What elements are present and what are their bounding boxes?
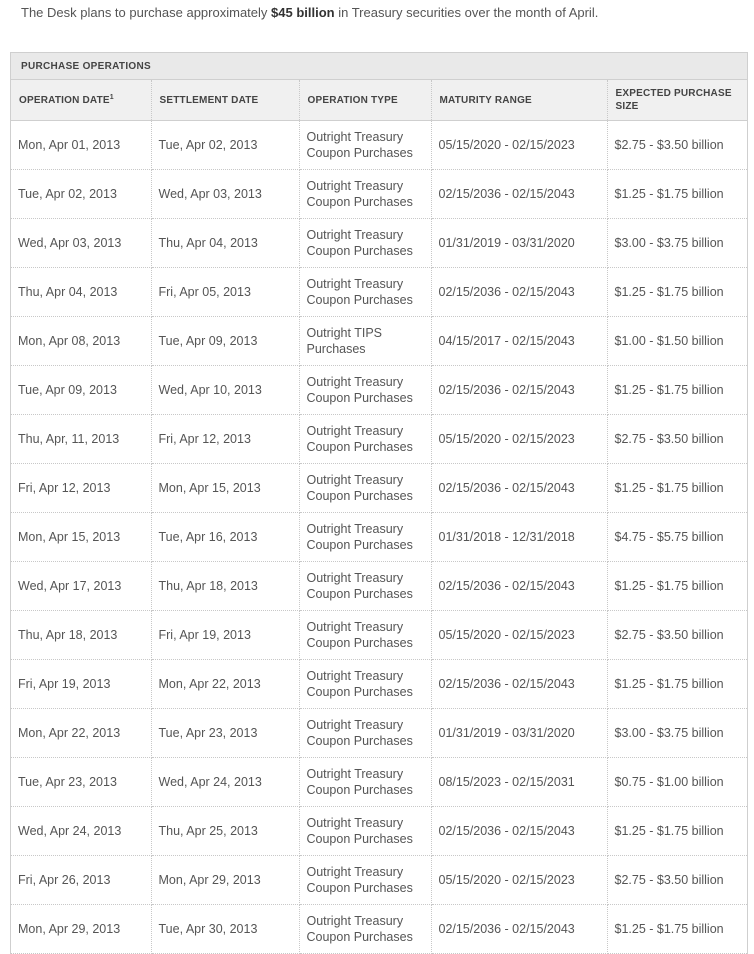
cell-settlement-date: Mon, Apr 22, 2013	[151, 660, 299, 709]
header-expected-purchase-size: EXPECTED PURCHASE SIZE	[607, 80, 747, 121]
table-row	[11, 807, 747, 856]
cell-expected-purchase-size: $4.75 - $5.75 billion	[607, 513, 747, 562]
cell-settlement-date: Tue, Apr 23, 2013	[151, 709, 299, 758]
table-row	[11, 219, 747, 268]
cell-operation-type: Outright Treasury Coupon Purchases	[299, 709, 431, 758]
cell-operation-type: Outright Treasury Coupon Purchases	[299, 513, 431, 562]
cell-settlement-date: Tue, Apr 02, 2013	[151, 121, 299, 170]
cell-expected-purchase-size: $1.25 - $1.75 billion	[607, 268, 747, 317]
cell-operation-type: Outright Treasury Coupon Purchases	[299, 758, 431, 807]
cell-maturity-range: 01/31/2019 - 03/31/2020	[431, 219, 607, 268]
cell-expected-purchase-size: $2.75 - $3.50 billion	[607, 611, 747, 660]
cell-maturity-range: 02/15/2036 - 02/15/2043	[431, 905, 607, 954]
cell-expected-purchase-size: $1.25 - $1.75 billion	[607, 807, 747, 856]
cell-operation-type: Outright Treasury Coupon Purchases	[299, 856, 431, 905]
cell-maturity-range: 02/15/2036 - 02/15/2043	[431, 366, 607, 415]
footnote-marker: 1	[109, 93, 114, 101]
table-row	[11, 905, 747, 954]
table-row	[11, 268, 747, 317]
table-row	[11, 366, 747, 415]
header-settlement-date: SETTLEMENT DATE	[151, 80, 299, 121]
cell-maturity-range: 05/15/2020 - 02/15/2023	[431, 856, 607, 905]
cell-operation-date: Wed, Apr 17, 2013	[11, 562, 151, 611]
cell-settlement-date: Fri, Apr 05, 2013	[151, 268, 299, 317]
table-row	[11, 170, 747, 219]
cell-expected-purchase-size: $2.75 - $3.50 billion	[607, 856, 747, 905]
cell-expected-purchase-size: $1.25 - $1.75 billion	[607, 366, 747, 415]
table-row	[11, 709, 747, 758]
cell-operation-date: Tue, Apr 02, 2013	[11, 170, 151, 219]
cell-operation-type: Outright TIPS Purchases	[299, 317, 431, 366]
cell-settlement-date: Mon, Apr 29, 2013	[151, 856, 299, 905]
cell-expected-purchase-size: $2.75 - $3.50 billion	[607, 121, 747, 170]
header-operation-type: OPERATION TYPE	[299, 80, 431, 121]
table-row	[11, 415, 747, 464]
table-row	[11, 121, 747, 170]
cell-operation-date: Tue, Apr 09, 2013	[11, 366, 151, 415]
cell-settlement-date: Mon, Apr 15, 2013	[151, 464, 299, 513]
cell-expected-purchase-size: $3.00 - $3.75 billion	[607, 219, 747, 268]
cell-maturity-range: 05/15/2020 - 02/15/2023	[431, 415, 607, 464]
cell-settlement-date: Thu, Apr 25, 2013	[151, 807, 299, 856]
cell-maturity-range: 04/15/2017 - 02/15/2043	[431, 317, 607, 366]
cell-operation-date: Fri, Apr 26, 2013	[11, 856, 151, 905]
cell-maturity-range: 01/31/2018 - 12/31/2018	[431, 513, 607, 562]
cell-maturity-range: 02/15/2036 - 02/15/2043	[431, 268, 607, 317]
cell-settlement-date: Wed, Apr 24, 2013	[151, 758, 299, 807]
table-caption: PURCHASE OPERATIONS	[11, 53, 747, 80]
cell-settlement-date: Tue, Apr 16, 2013	[151, 513, 299, 562]
cell-operation-date: Fri, Apr 12, 2013	[11, 464, 151, 513]
cell-settlement-date: Fri, Apr 19, 2013	[151, 611, 299, 660]
cell-settlement-date: Thu, Apr 04, 2013	[151, 219, 299, 268]
cell-settlement-date: Fri, Apr 12, 2013	[151, 415, 299, 464]
cell-expected-purchase-size: $1.00 - $1.50 billion	[607, 317, 747, 366]
cell-expected-purchase-size: $1.25 - $1.75 billion	[607, 562, 747, 611]
cell-operation-type: Outright Treasury Coupon Purchases	[299, 905, 431, 954]
cell-maturity-range: 02/15/2036 - 02/15/2043	[431, 562, 607, 611]
cell-expected-purchase-size: $0.75 - $1.00 billion	[607, 758, 747, 807]
cell-operation-date: Thu, Apr 18, 2013	[11, 611, 151, 660]
cell-maturity-range: 02/15/2036 - 02/15/2043	[431, 170, 607, 219]
intro-text	[21, 5, 598, 20]
cell-maturity-range: 02/15/2036 - 02/15/2043	[431, 464, 607, 513]
cell-operation-date: Mon, Apr 29, 2013	[11, 905, 151, 954]
cell-maturity-range: 08/15/2023 - 02/15/2031	[431, 758, 607, 807]
table-row	[11, 513, 747, 562]
cell-expected-purchase-size: $2.75 - $3.50 billion	[607, 415, 747, 464]
cell-operation-date: Mon, Apr 15, 2013	[11, 513, 151, 562]
cell-operation-type: Outright Treasury Coupon Purchases	[299, 562, 431, 611]
cell-operation-type: Outright Treasury Coupon Purchases	[299, 366, 431, 415]
cell-operation-type: Outright Treasury Coupon Purchases	[299, 807, 431, 856]
cell-operation-type: Outright Treasury Coupon Purchases	[299, 415, 431, 464]
table-row	[11, 562, 747, 611]
table-row	[11, 758, 747, 807]
intro-after: in Treasury securities over the month of April.	[334, 5, 599, 20]
cell-operation-date: Mon, Apr 22, 2013	[11, 709, 151, 758]
table-body	[11, 121, 747, 954]
cell-operation-type: Outright Treasury Coupon Purchases	[299, 219, 431, 268]
cell-operation-date: Mon, Apr 01, 2013	[11, 121, 151, 170]
header-maturity-range: MATURITY RANGE	[431, 80, 607, 121]
cell-expected-purchase-size: $1.25 - $1.75 billion	[607, 464, 747, 513]
header-operation-date: OPERATION DATE$^1$	[11, 80, 151, 121]
cell-operation-date: Wed, Apr 24, 2013	[11, 807, 151, 856]
cell-operation-date: Tue, Apr 23, 2013	[11, 758, 151, 807]
cell-operation-type: Outright Treasury Coupon Purchases	[299, 170, 431, 219]
table-row	[11, 660, 747, 709]
cell-settlement-date: Thu, Apr 18, 2013	[151, 562, 299, 611]
header-row	[11, 80, 747, 121]
cell-operation-date: Thu, Apr 04, 2013	[11, 268, 151, 317]
cell-operation-date: Wed, Apr 03, 2013	[11, 219, 151, 268]
operations-table	[11, 80, 747, 954]
cell-maturity-range: 02/15/2036 - 02/15/2043	[431, 807, 607, 856]
cell-operation-type: Outright Treasury Coupon Purchases	[299, 121, 431, 170]
cell-settlement-date: Tue, Apr 30, 2013	[151, 905, 299, 954]
cell-operation-date: Fri, Apr 19, 2013	[11, 660, 151, 709]
cell-operation-date: Mon, Apr 08, 2013	[11, 317, 151, 366]
table-row	[11, 611, 747, 660]
cell-operation-date: Thu, Apr, 11, 2013	[11, 415, 151, 464]
cell-operation-type: Outright Treasury Coupon Purchases	[299, 611, 431, 660]
table-row	[11, 856, 747, 905]
cell-expected-purchase-size: $3.00 - $3.75 billion	[607, 709, 747, 758]
cell-expected-purchase-size: $1.25 - $1.75 billion	[607, 170, 747, 219]
cell-operation-type: Outright Treasury Coupon Purchases	[299, 660, 431, 709]
intro-amount: $45 billion	[271, 5, 335, 20]
cell-expected-purchase-size: $1.25 - $1.75 billion	[607, 660, 747, 709]
cell-operation-type: Outright Treasury Coupon Purchases	[299, 464, 431, 513]
cell-operation-type: Outright Treasury Coupon Purchases	[299, 268, 431, 317]
table-row	[11, 317, 747, 366]
cell-settlement-date: Wed, Apr 10, 2013	[151, 366, 299, 415]
cell-maturity-range: 02/15/2036 - 02/15/2043	[431, 660, 607, 709]
cell-maturity-range: 01/31/2019 - 03/31/2020	[431, 709, 607, 758]
intro-before: The Desk plans to purchase approximately	[21, 5, 272, 20]
purchase-operations-table	[10, 52, 748, 954]
cell-maturity-range: 05/15/2020 - 02/15/2023	[431, 121, 607, 170]
cell-settlement-date: Wed, Apr 03, 2013	[151, 170, 299, 219]
cell-settlement-date: Tue, Apr 09, 2013	[151, 317, 299, 366]
cell-expected-purchase-size: $1.25 - $1.75 billion	[607, 905, 747, 954]
cell-maturity-range: 05/15/2020 - 02/15/2023	[431, 611, 607, 660]
table-row	[11, 464, 747, 513]
